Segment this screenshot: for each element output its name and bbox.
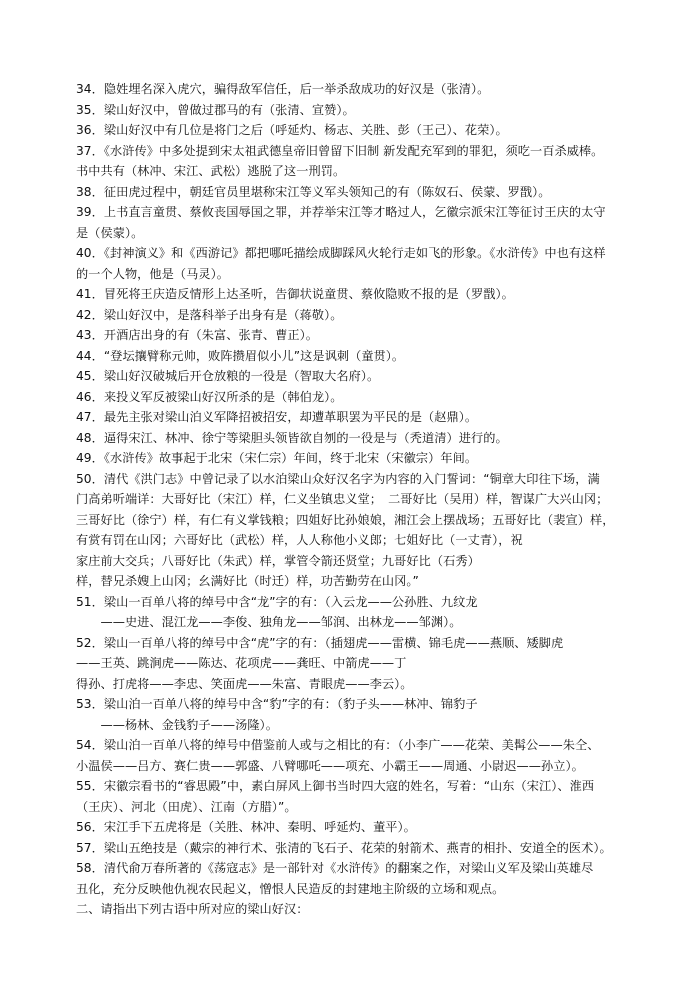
text-line: 39．上书直言童贯、蔡攸丧国辱国之罪，并荐举宋江等才略过人，乞徽宗派宋江等征讨王庆的太守 (76, 205, 606, 219)
text-line: ——王英、跳涧虎——陈达、花项虎——龚旺、中箭虎——丁 (76, 656, 407, 670)
text-line: 三哥好比（徐宁）样，有仁有义掌钱粮；四姐好比孙娘娘，湘江会上摆战场；五哥好比（裴宣）样， (76, 512, 615, 527)
text-line: 45．梁山好汉破城后开仓放粮的一役是（智取大名府）。 (76, 369, 380, 383)
text-line: 44．“登坛攘臂称元帅，败阵攒眉似小儿”这是讽刺（童贯）。 (76, 348, 405, 363)
text-line: 样，替兄杀嫂上山冈；幺满好比（时迁）样，功苦勤劳在山冈。” (76, 574, 419, 588)
text-line: 丑化，充分反映他仇视农民起义，憎恨人民造反的封建地主阶级的立场和观点。 (76, 881, 505, 896)
text-line: 书中共有（林冲、宋江、武松）逃脱了这一刑罚。 (76, 164, 346, 178)
text-line: 二、请指出下列古语中所对应的梁山好汉： (76, 902, 309, 916)
text-line: 57．梁山五绝技是（戴宗的神行术、张清的飞石子、花荣的射箭术、燕青的相扑、安道全的医术）。 (76, 840, 612, 855)
text-line: 52．梁山一百单八将的绰号中含“虎”字的有：（插翅虎——雷横、锦毛虎——燕顺、矮脚虎 (76, 635, 564, 650)
text-line: 50．清代《洪门志》中曾记录了以水泊梁山众好汉名字为内容的入门誓词：“铜章大印往下场，满 (76, 471, 600, 486)
text-line: 得孙、打虎将——李忠、笑面虎——朱富、青眼虎——李云）。 (76, 676, 413, 691)
text-line: 41．冒死将王庆造反情形上达圣听，告御状说童贯、蔡攸隐败不报的是（罗戬）。 (76, 287, 514, 301)
text-line: 35．梁山好汉中，曾做过郡马的有（张清、宣赞）。 (76, 102, 355, 117)
text-line: 小温侯——吕方、赛仁贵——郭盛、八臂哪吒——项充、小霸王——周通、小尉迟——孙立）。 (76, 758, 584, 773)
text-line: 40．《封神演义》和《西游记》都把哪吒描绘成脚踩风火轮行走如飞的形象。《水浒传》中也有这样 (76, 246, 606, 260)
text-line: 34．隐姓埋名深入虎穴，骗得敌军信任，后一举杀敌成功的好汉是（张清）。 (76, 82, 490, 96)
text-line: 48．逼得宋江、林冲、徐宁等梁胆头领皆欲自刎的一役是与（秃道清）进行的。 (76, 430, 508, 445)
document-body (76, 79, 636, 920)
text-line: （王庆）、河北（田虎）、江南（方腊）”。 (76, 799, 297, 814)
text-line: 53．梁山泊一百单八将的绰号中含“豹”字的有：（豹子头——林冲、锦豹子 (76, 697, 478, 711)
text-line: 是（侯蒙）。 (76, 225, 144, 240)
text-line: 58．清代俞万春所著的《荡寇志》是一部针对《水浒传》的翻案之作，对梁山义军及梁山英雄尽 (76, 861, 594, 875)
text-line: 38．征田虎过程中，朝廷官员里堪称宋江等义军头领知己的有（陈奴石、侯蒙、罗戬）。 (76, 184, 551, 199)
text-line: 家庄前大交兵；八哥好比（朱武）样，掌管令箭还贤堂；九哥好比（石秀） (76, 553, 480, 568)
text-line: 49．《水浒传》故事起于北宋（宋仁宗）年间，终于北宋（宋徽宗）年间。 (76, 451, 478, 465)
text-line: 54．梁山泊一百单八将的绰号中借鉴前人或与之相比的有：（小李广——花荣、美髯公——朱仝、 (76, 738, 600, 752)
text-line: ——杨林、金钱豹子——汤隆）。 (76, 717, 278, 732)
text-line: 47．最先主张对梁山泊义军降招被招安，却遭革职罢为平民的是（赵鼎）。 (76, 410, 478, 424)
text-line: 46．来投义军反被梁山好汉所杀的是（韩伯龙）。 (76, 389, 343, 404)
text-line: 42．梁山好汉中，是落科举子出身有是（蒋敬）。 (76, 307, 343, 322)
text-line: 37．《水浒传》中多处提到宋太祖武德皇帝旧曾留下旧制 新发配充军到的罪犯，须吃一百杀威棒。 (76, 143, 604, 158)
text-line: 的一个人物，他是（马灵）。 (76, 266, 229, 281)
text-line: ——史进、混江龙——李俊、独角龙——邹润、出林龙——邹渊）。 (76, 615, 462, 629)
text-line: 43．开酒店出身的有（朱富、张青、曹正）。 (76, 328, 319, 342)
text-line: 门高弟听端详：大哥好比（宋江）样，仁义坐镇忠义堂； 二哥好比（吴用）样，智谋广大兴山冈； (76, 492, 609, 506)
text-line: 36．梁山好汉中有几位是将门之后（呼延灼、杨志、关胜、彭（王己）、花荣）。 (76, 123, 508, 137)
text-line: 55．宋徽宗看书的“睿思殿”中，素白屏风上御书当时四大寇的姓名，写着：“山东（宋江）、淮西 (76, 779, 595, 793)
text-line: 56．宋江手下五虎将是（关胜、林冲、秦明、呼延灼、董平）。 (76, 820, 416, 834)
text-line: 有赏有罚在山冈；六哥好比（武松）样，人人称他小义郎；七姐好比（一丈青），祝 (76, 533, 523, 547)
text-line: 51．梁山一百单八将的绰号中含“龙”字的有：（入云龙——公孙胜、九纹龙 (76, 594, 478, 609)
